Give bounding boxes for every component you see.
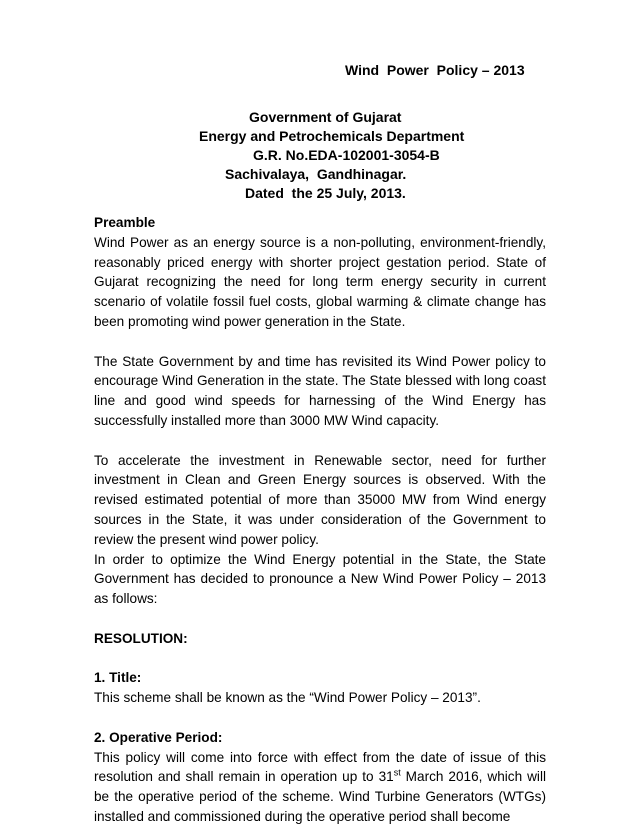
issue-date: Dated the 25 July, 2013. xyxy=(245,185,406,201)
document-body xyxy=(94,213,546,827)
section-2-heading: 2. Operative Period: xyxy=(94,729,223,745)
document-title: Wind Power Policy – 2013 xyxy=(345,62,525,78)
ordinal-suffix: st xyxy=(393,767,401,778)
preamble-paragraph-1: Wind Power as an energy source is a non-polluting, environment-friendly, reasonably priced energy with shorter project gestation period. State of Gujarat recognizing the need for long term energy security in current scenario of volatile fossil fuel costs, global warming & climate change has been promoting wind power generation in the State. xyxy=(94,234,546,329)
section-1-text: This scheme shall be known as the “Wind Power Policy – 2013”. xyxy=(94,690,481,706)
government-name: Government of Gujarat xyxy=(249,109,402,125)
section-1-heading: 1. Title: xyxy=(94,670,142,686)
section-2-text-start: This policy will come into force with effect from the date of issue of this resolution and shall remain in operation up to 31 xyxy=(94,749,546,785)
preamble-paragraph-2: The State Government by and time has revisited its Wind Power policy to encourage Wind Generation in the state. The State blessed with long coast line and good wind speeds for harnessing of the Wind Energy has successfully installed more than 3000 MW Wind capacity. xyxy=(94,353,546,428)
paragraph-spacer xyxy=(94,332,546,352)
paragraph-spacer xyxy=(94,431,546,451)
preamble-paragraph-3: To accelerate the investment in Renewable sector, need for further investment in Clean and Green Energy sources is observed. With the revised estimated potential of more than 35000 MW from Wind energy sources in the State, it was under consideration of the Government to review the present wind power policy. xyxy=(94,452,546,547)
paragraph-spacer xyxy=(94,649,546,669)
section-2-text-end: March 2016, which will be the operative period of the scheme. Wind Turbine Generators (WTGs) installed and commissioned during the operative period shall become xyxy=(94,769,546,824)
issue-location: Sachivalaya, Gandhinagar. xyxy=(225,166,407,182)
preamble-paragraph-4: In order to optimize the Wind Energy potential in the State, the State Government has decided to pronounce a New Wind Power Policy – 2013 as follows: xyxy=(94,551,546,607)
preamble-heading: Preamble xyxy=(94,215,156,230)
gr-number: G.R. No.EDA-102001-3054-B xyxy=(253,147,440,163)
section-2-text xyxy=(94,748,546,827)
department-name: Energy and Petrochemicals Department xyxy=(199,128,465,144)
resolution-heading: RESOLUTION: xyxy=(94,630,188,646)
paragraph-spacer xyxy=(94,609,546,629)
paragraph-spacer xyxy=(94,708,546,728)
